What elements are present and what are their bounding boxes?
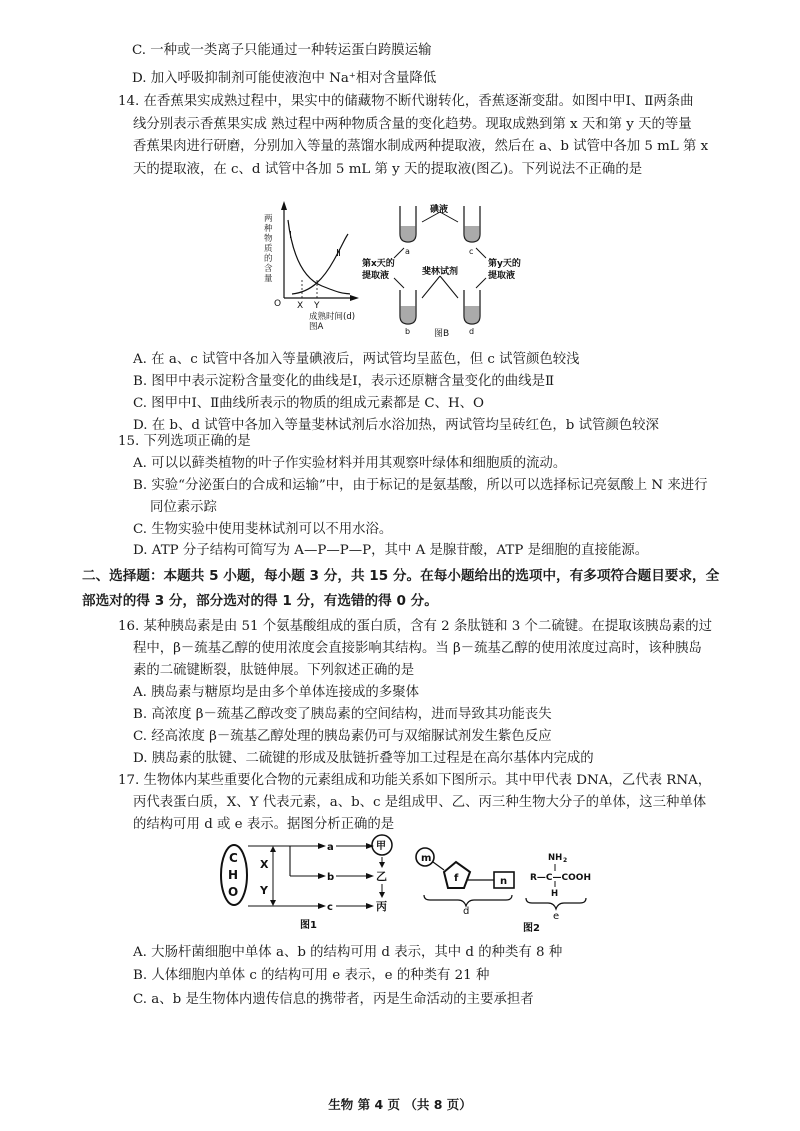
fig1-y-arrowhead [270, 900, 276, 906]
fig2-formula: R—C—COOH [530, 873, 591, 883]
q14-stem-4: 天的提取液，在 c、d 试管中各加 5 mL 第 y 天的提取液(图乙)。下列说法不正确的是 [133, 162, 643, 177]
fig1-x-arrowhead [270, 846, 276, 852]
tube-b-liquid [400, 306, 416, 324]
fig1-label-x: X [260, 858, 269, 871]
fig-a-ylabel: 两种物质的含量 [264, 214, 273, 284]
fig-a-y-arrow [281, 201, 287, 210]
fig1-elem-o: O [228, 885, 239, 899]
q17-stem-2: 丙代表蛋白质，X、Y 代表元素，a、b、c 是组成甲、乙、丙三种生物大分子的单体，这三种单体 [133, 795, 707, 810]
fig1-a-arrowhead [318, 843, 326, 849]
q14-stem-2: 线分别表示香蕉果实成 熟过程中两种物质含量的变化趋势。现取成熟到第 x 天和第 y 天的等量 [133, 117, 692, 132]
fig-a-origin: O [274, 299, 282, 309]
q14-option-d: D. 在 b、d 试管中各加入等量斐林试剂后水浴加热，两试管均呈砖红色，b 试管颜色较深 [133, 418, 659, 433]
fig2-m-link [433, 862, 444, 870]
fig2-e: e [553, 911, 560, 922]
q14-stem-1: 14. 在香蕉果实成熟过程中，果实中的储藏物不断代谢转化，香蕉逐渐变甜。如图中甲Ⅰ、Ⅱ两条曲 [118, 94, 694, 109]
fig-a-y-tick: Y [314, 301, 320, 311]
fig1-mono-b: b [327, 872, 335, 883]
fig2-n: n [500, 876, 508, 887]
q17-option-a: A. 大肠杆菌细胞中单体 a、b 的结构可用 d 表示，其中 d 的种类有 8 种 [133, 945, 563, 960]
q17-option-b: B. 人体细胞内单体 c 的结构可用 e 表示，e 的种类有 21 种 [133, 968, 490, 983]
fig-b-tube-d: d [469, 327, 475, 336]
fig-b-right-label-2: 提取液 [488, 271, 516, 281]
fig1-yi-arrowhead [366, 873, 374, 879]
q16-stem-1: 16. 某种胰岛素是由 51 个氨基酸组成的蛋白质，含有 2 条肽链和 3 个二硫键。在提取该胰岛素的过 [118, 619, 713, 634]
fig-a-x-arrow [350, 295, 359, 301]
figure-1 [218, 832, 408, 932]
q15-option-d: D. ATP 分子结构可简写为 A—P—P—P，其中 A 是腺苷酸，ATP 是细胞的直接能源。 [133, 543, 649, 558]
fig1-mono-a: a [327, 842, 334, 853]
tube-c-liquid [464, 226, 480, 242]
figure-b [360, 198, 530, 338]
fig-b-tube-c: c [469, 247, 474, 256]
fig-a-caption: 图A [309, 322, 324, 332]
figure-a [262, 198, 362, 338]
section-2-heading-2: 部选对的得 3 分，部分选对的得 1 分，有选错的得 0 分。 [82, 593, 438, 609]
fig-b-caption: 图B [434, 329, 450, 338]
q16-option-d: D. 胰岛素的肽键、二硫键的形成及肽链折叠等加工过程是在高尔基体内完成的 [133, 751, 594, 766]
fig1-bing: 丙 [376, 900, 387, 913]
fig-a-curve-2-label: Ⅱ [336, 248, 341, 259]
q14-option-a: A. 在 a、c 试管中各加入等量碘液后，两试管均呈蓝色，但 c 试管颜色较浅 [133, 352, 580, 367]
fig-b-tube-b: b [405, 327, 411, 336]
fig1-jia-yi-arrowhead [379, 862, 385, 868]
q14-option-c: C. 图甲中Ⅰ、Ⅱ曲线所表示的物质的组成元素都是 C、H、O [133, 396, 485, 411]
q16-option-b: B. 高浓度 β－巯基乙醇改变了胰岛素的空间结构，进而导致其功能丧失 [133, 707, 552, 722]
fig-a-x-tick: X [297, 301, 304, 311]
q17-option-c: C. a、b 是生物体内遗传信息的携带者，丙是生命活动的主要承担者 [133, 992, 534, 1007]
fig1-jia: 甲 [376, 841, 386, 852]
fig1-c-arrowhead [318, 903, 326, 909]
fig2-d: d [463, 906, 470, 917]
tube-d-liquid [464, 306, 480, 324]
fig2-d-brace [424, 895, 512, 906]
fig1-b-arrowhead [318, 873, 326, 879]
tube-a-liquid [400, 226, 416, 242]
arrow-x-b [394, 278, 404, 288]
fig-b-fehling: 斐林试剂 [422, 267, 459, 277]
figure-2 [408, 840, 608, 934]
q16-stem-3: 素的二硫键断裂，肽链伸展。下列叙述正确的是 [133, 663, 415, 678]
fig2-e-brace [526, 898, 586, 909]
q16-option-c: C. 经高浓度 β－巯基乙醇处理的胰岛素仍可与双缩脲试剂发生紫色反应 [133, 729, 552, 744]
fig-b-tube-a: a [405, 247, 410, 256]
fig2-h: H [551, 889, 559, 899]
q14-stem-3: 香蕉果肉进行研磨，分别加入等量的蒸馏水制成两种提取液，然后在 a、b 试管中各加 5 mL 第 x [133, 139, 709, 154]
fig1-elem-c: C [229, 851, 238, 865]
fig1-bing-arrowhead [366, 903, 374, 909]
arrow-fehling-d [440, 276, 458, 298]
fig1-yi: 乙 [376, 870, 387, 883]
fig-b-right-label-1: 第y天的 [488, 259, 521, 269]
q15-option-b-2: 同位素示踪 [150, 500, 217, 515]
fig-a-curve-1-label: Ⅰ [289, 230, 292, 241]
arrow-fehling-b [422, 276, 440, 298]
q15-option-a: A. 可以以藓类植物的叶子作实验材料并用其观察叶绿体和细胞质的流动。 [133, 456, 567, 471]
fig1-yi-bing-arrowhead [379, 892, 385, 898]
q15-option-c: C. 生物实验中使用斐林试剂可以不用水浴。 [133, 522, 393, 537]
fig-b-iodine: 碘液 [430, 205, 449, 215]
fig-a-xlabel: 成熟时间(d) [309, 312, 356, 322]
fig1-mono-c: c [327, 902, 333, 913]
q13-option-c: C. 一种或一类离子只能通过一种转运蛋白跨膜运输 [132, 43, 432, 58]
q15-stem: 15. 下列选项正确的是 [118, 434, 251, 449]
q16-option-a: A. 胰岛素与糖原均是由多个单体连接成的多聚体 [133, 685, 419, 700]
fig1-caption: 图1 [300, 920, 317, 931]
fig2-nh2: NH [548, 853, 563, 863]
fig2-caption: 图2 [523, 923, 540, 934]
q16-stem-2: 程中，β－巯基乙醇的使用浓度会直接影响其结构。当 β－巯基乙醇的使用浓度过高时，该种胰岛 [133, 641, 702, 656]
fig2-m: m [421, 853, 432, 864]
arrow-y-d [476, 278, 486, 288]
fig2-nh2-sub: 2 [563, 857, 568, 864]
page-footer: 生物 第 4 页 （共 8 页） [328, 1097, 472, 1112]
fig2-f: f [454, 873, 459, 884]
q13-option-d: D. 加入呼吸抑制剂可能使液泡中 Na⁺相对含量降低 [132, 71, 437, 86]
fig-b-left-label-1: 第x天的 [362, 259, 395, 269]
arrow-y-c [476, 248, 486, 258]
section-2-heading-1: 二、选择题：本题共 5 小题，每小题 3 分，共 15 分。在每小题给出的选项中，有多项符合题目要求，全 [82, 568, 720, 584]
arrow-x-a [394, 248, 404, 258]
q15-option-b-1: B. 实验“分泌蛋白的合成和运输”中，由于标记的是氨基酸，所以可以选择标记亮氨酸上 N 来进行 [133, 478, 708, 493]
q17-stem-3: 的结构可用 d 或 e 表示。据图分析正确的是 [133, 817, 395, 832]
q14-option-b: B. 图甲中表示淀粉含量变化的曲线是Ⅰ，表示还原糖含量变化的曲线是Ⅱ [133, 374, 555, 389]
q17-stem-1: 17. 生物体内某些重要化合物的元素组成和功能关系如下图所示。其中甲代表 DNA，乙代表 RNA， [118, 773, 712, 788]
fig1-label-y: Y [260, 884, 268, 897]
fig-b-left-label-2: 提取液 [362, 271, 390, 281]
fig1-elem-h: H [228, 868, 239, 882]
